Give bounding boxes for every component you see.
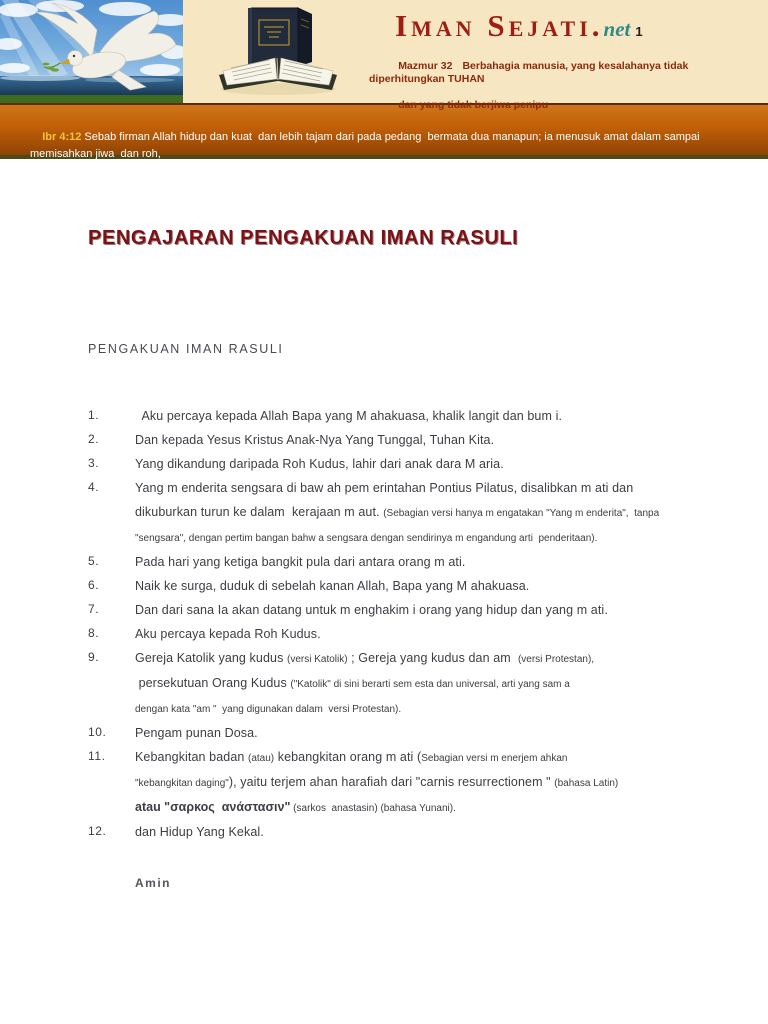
creed-item [88,721,728,745]
creed-item [88,404,728,428]
creed-item [88,452,728,476]
creed-item-number: 9. [88,650,100,664]
creed-item-line: Naik ke surga, duduk di sebelah kanan Allah, Bapa yang M ahakuasa. [135,579,530,593]
creed-item-number: 3. [88,456,100,470]
creed-item-text [135,598,728,622]
creed-item-text [135,404,728,428]
creed-item-number: 6. [88,578,100,592]
bible-image [211,5,346,102]
site-title-net: net [603,17,631,41]
closing-word: Amin [135,876,171,890]
creed-item-line: dengan kata "am " yang digunakan dalam versi Protestan). [135,704,402,715]
creed-item-text [135,721,728,745]
masthead-verse-line1: Berbahagia manusia, yang kesalahanya tidak diperhitungkan TUHAN [369,60,692,85]
creed-item-text [135,476,728,550]
creed-item-line: Pengam punan Dosa. [135,726,258,740]
creed-item-text [135,646,728,721]
creed-item-number: 1. [88,408,100,422]
section-heading: PENGAKUAN IMAN RASULI [88,342,284,356]
creed-item-text [135,550,728,574]
banner-line2: sendi–sendi dan sumsum; ia sanggup membedakan pertimbangan [42,182,370,194]
site-header [0,0,768,111]
creed-item [88,622,728,646]
creed-item-text [135,745,728,820]
creed-item-line: persekutuan Orang Kudus ("Katolik" di sini berarti sem esta dan universal, arti yang sam a [135,676,570,690]
creed-item-number: 11. [88,749,106,763]
creed-item-line: dikuburkan turun ke dalam kerajaan m aut. (Sebagian versi hanya m engatakan "Yang m enderita", tanpa [135,505,660,519]
bible-books-icon [211,5,346,97]
creed-item-text [135,820,728,844]
brand-block [369,8,749,125]
creed-item-line: Dan kepada Yesus Kristus Anak-Nya Yang Tunggal, Tuhan Kita. [135,433,495,447]
creed-item-line: Dan dari sana Ia akan datang untuk m enghakim i orang yang hidup dan yang m ati. [135,603,608,617]
banner-line1: Sebab firman Allah hidup dan kuat dan lebih tajam dari pada pedang bermata dua manapun; ia menusuk amat dalam sampai memisahkan jiwa dan roh, [30,131,709,160]
creed-item [88,820,728,844]
site-title [369,8,749,44]
site-title-main: Iman Sejati. [395,8,604,43]
creed-item-text [135,574,728,598]
creed-item-line: Yang m enderita sengsara di baw ah pem erintahan Pontius Pilatus, disalibkan m ati dan [135,481,634,495]
creed-item-line: Aku percaya kepada Roh Kudus. [135,627,321,641]
document-title: PENGAJARAN PENGAKUAN IMAN RASULI [88,227,519,249]
creed-item [88,428,728,452]
banner-verse-ref: Ibr 4:12 [42,131,82,143]
creed-item-number: 8. [88,626,100,640]
creed-item-number: 2. [88,432,100,446]
creed-item-number: 10. [88,725,107,739]
masthead-right [183,0,768,111]
creed-item-line: Pada hari yang ketiga bangkit pula dari antara orang m ati. [135,555,466,569]
creed-item [88,598,728,622]
creed-item-line: Yang dikandung daripada Roh Kudus, lahir dari anak dara M aria. [135,457,504,471]
creed-item-line: Aku percaya kepada Allah Bapa yang M ahakuasa, khalik langit dan bum i. [135,409,563,423]
creed-item-number: 12. [88,824,107,838]
creed-item [88,550,728,574]
creed-item [88,646,728,721]
creed-item [88,745,728,820]
dove-with-olive-branch-icon [0,0,183,103]
creed-list [88,404,728,844]
creed-item-line: Kebangkitan badan (atau) kebangkitan orang m ati (Sebagian versi m enerjem ahkan [135,750,568,764]
creed-item-line: Gereja Katolik yang kudus (versi Katolik) ; Gereja yang kudus dan am (versi Protestan), [135,651,595,665]
creed-item-line: "kebangkitan daging"), yaitu terjem ahan harafiah dari "carnis resurrectionem " (bahasa Latin) [135,775,619,789]
creed-item-text [135,428,728,452]
creed-item-text [135,622,728,646]
creed-item-line: dan Hidup Yang Kekal. [135,825,264,839]
creed-item-line: atau "σαρκος ανάστασιν" (sarkos anastasin) (bahasa Yunani). [135,800,456,814]
creed-item-number: 5. [88,554,100,568]
masthead-verse [369,47,749,125]
creed-item [88,476,728,550]
creed-item-text [135,452,728,476]
page-number: 1 [635,24,643,39]
creed-item-line: "sengsara", dengan pertim bangan bahw a sengsara dengan sendirinya m engandung arti penderitaan). [135,533,598,544]
creed-item-number: 4. [88,480,100,494]
creed-item [88,574,728,598]
masthead-verse-ref: Mazmur 32 [398,60,453,72]
document-page [0,227,768,890]
dove-image [0,0,183,103]
creed-item-number: 7. [88,602,100,616]
masthead-verse-line2: dan yang tidak berjiwa penipu [398,99,549,111]
